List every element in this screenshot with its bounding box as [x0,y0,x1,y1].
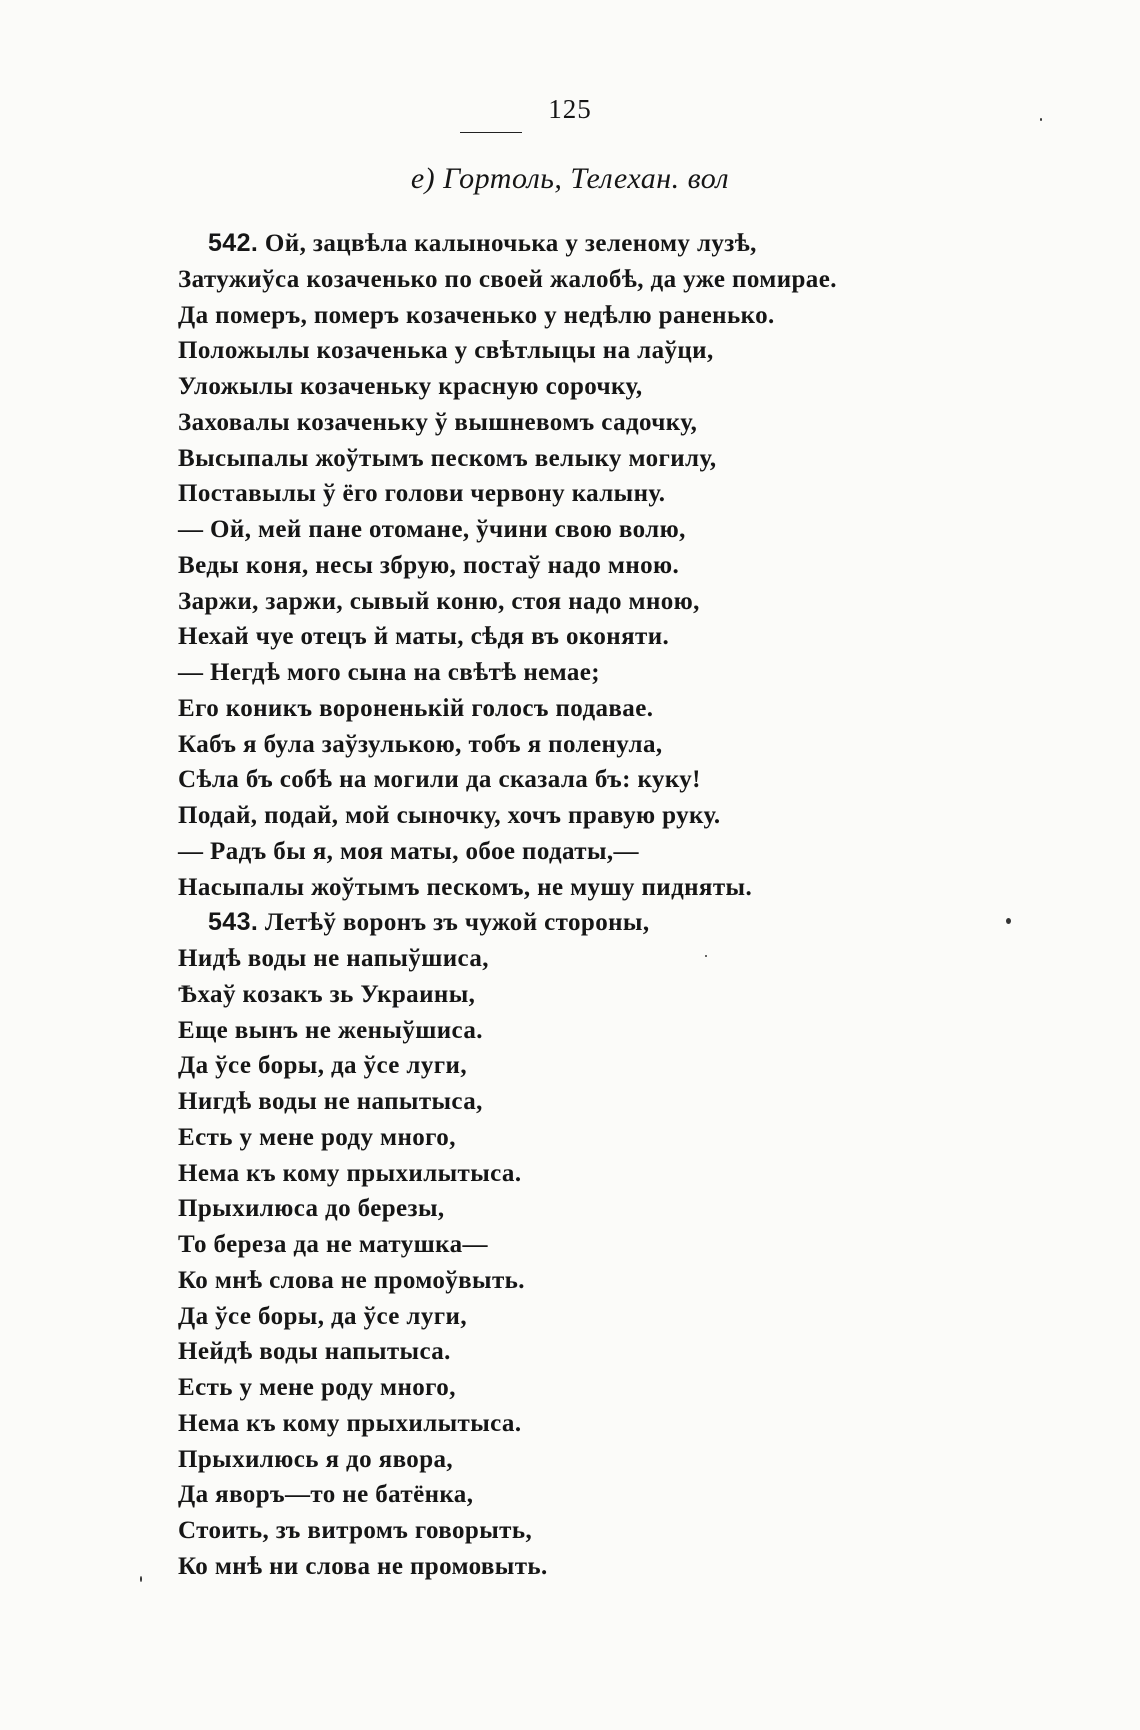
verse-line: Сѣла бъ собѣ на могили да сказала бъ: куку! [178,766,701,794]
verse-line: Стоить, зъ витромъ говорыть, [178,1517,533,1544]
verse-line: Да ўсе боры, да ўсе луги, [178,1302,467,1330]
verse-line: Нейдѣ воды напытыса. [178,1338,451,1366]
verse-line: Ко мнѣ ни слова не промовыть. [178,1552,548,1580]
verse-line: Веды коня, несы збрую, постаў надо мною. [178,551,680,579]
verse-line: Да померъ, померъ козаченько у недѣлю раненько. [178,301,775,329]
verse-line: Нигдѣ воды не напытыса, [178,1088,483,1115]
verse-line: Уложылы козаченьку красную сорочку, [178,373,643,400]
scan-speck [140,1576,142,1582]
verse-line: Нема къ кому прыхилытыса. [178,1409,522,1437]
song-first-line [178,226,1078,262]
verse-line: Заховалы козаченьку ў вышневомъ садочку, [178,408,698,436]
verse-line: Нехай чуе отецъ й маты, сѣдя въ оконяти. [178,623,670,651]
verse-line: Нема къ кому прыхилытыса. [178,1159,522,1187]
song-number: 542. [208,229,259,257]
page-number-rule [460,132,522,133]
scan-speck [1040,118,1042,121]
verse-line: Подай, подай, мой сыночку, хочъ правую руку. [178,802,721,829]
poem-text [178,226,1078,1585]
verse-line: Нидѣ воды не напыўшиса, [178,945,489,972]
verse-line: Ѣхаў козакъ зь Украины, [178,980,476,1008]
verse-line: — Негдѣ мого сына на свѣтѣ немае; [178,659,601,686]
verse-line: Прыхилюса до березы, [178,1195,445,1223]
verse-line: Да яворъ—то не батёнка, [178,1481,474,1509]
verse-line: Кабъ я була заўзулькою, тобъ я поленула, [178,730,663,758]
verse-line: Летѣў воронъ зъ чужой стороны, [264,909,650,937]
verse-line: Есть у мене роду много, [178,1374,456,1401]
verse-line: Затужиўса козаченько по своей жалобѣ, да уже помирае. [178,265,837,293]
verse-line: Есть у мене роду много, [178,1123,456,1151]
section-heading: е) Гортоль, Телехан. вол [410,162,730,195]
song-first-line [178,905,1078,941]
verse-line: Да ўсе боры, да ўсе луги, [178,1052,467,1080]
scan-speck [705,955,707,957]
verse-line: — Ой, мей пане отомане, ўчини свою волю, [178,516,686,543]
verse-line: Заржи, заржи, сывый коню, стоя надо мною, [178,587,700,615]
page-number: 125 [548,94,592,124]
scan-speck [1006,918,1011,924]
verse-line: Насыпалы жоўтымъ пескомъ, не мушу пидняты. [178,873,753,901]
verse-line: Поставылы ў ёго голови червону калыну. [178,480,666,508]
verse-line: Прыхилюсь я до явора, [178,1445,454,1473]
verse-line: Ко мнѣ слова не промоўвыть. [178,1266,525,1294]
verse-line: Еще вынъ не женыўшиса. [178,1016,483,1044]
verse-line: Высыпалы жоўтымъ пескомъ велыку могилу, [178,444,717,472]
verse-line: То береза да не матушка— [178,1231,488,1258]
verse-line: — Радъ бы я, моя маты, обое податы,— [178,837,639,865]
verse-line: Ой, зацвѣла калыночька у зеленому лузѣ, [264,230,757,257]
verse-line: Положылы козаченька у свѣтлыцы на лаўци, [178,337,714,365]
song-number: 543. [208,908,259,937]
verse-line: Его коникъ вороненькій голосъ подавае. [178,694,654,722]
